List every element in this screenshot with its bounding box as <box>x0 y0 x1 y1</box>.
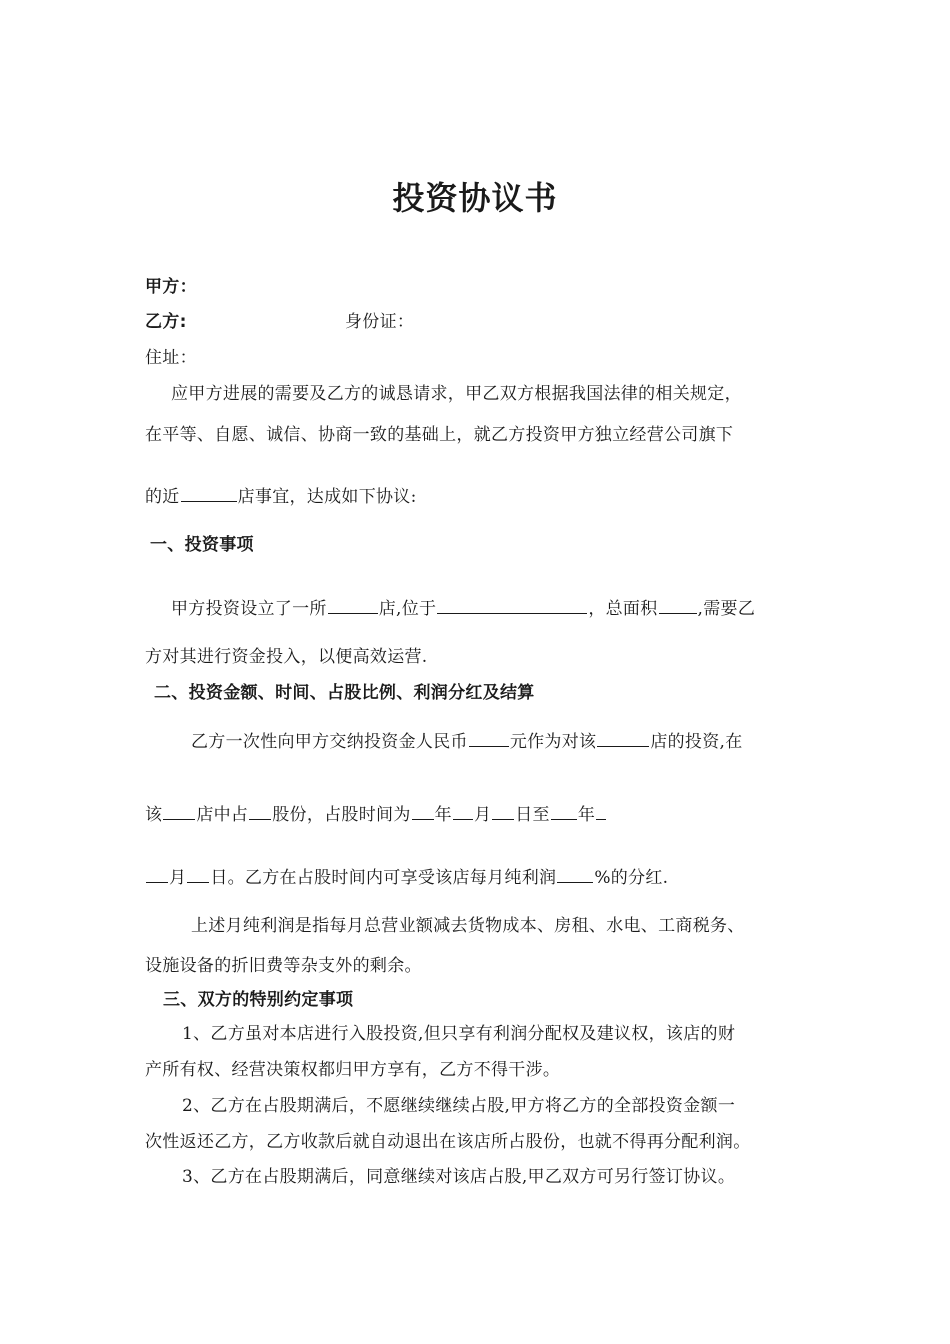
section-2-heading: 二、投资金额、时间、占股比例、利润分红及结算 <box>154 683 535 703</box>
blank-line[interactable] <box>163 802 195 820</box>
blank-line[interactable] <box>551 802 577 820</box>
section-2-para-4: 上述月纯利润是指每月总营业额减去货物成本、房租、水电、工商税务、 <box>191 916 745 936</box>
section-1-para-2: 方对其进行资金投入，以便高效运营. <box>145 647 428 667</box>
intro-line-1: 应甲方进展的需要及乙方的诚恳请求，甲乙双方根据我国法律的相关规定， <box>171 384 742 404</box>
party-a-label: 甲方： <box>145 277 197 297</box>
party-b-label: 乙方: <box>145 312 187 332</box>
section-1-heading: 一、投资事项 <box>150 535 254 555</box>
section-3-item-3: 3、乙方在占股期满后，同意继续对该店占股,甲乙双方可另行签订协议。 <box>182 1167 736 1187</box>
blank-line[interactable] <box>181 484 237 502</box>
section-3-heading: 三、双方的特别约定事项 <box>163 990 354 1010</box>
section-3-item-2b: 次性返还乙方，乙方收款后就自动退出在该店所占股份，也就不得再分配利润。 <box>145 1132 751 1152</box>
blank-line[interactable] <box>187 865 209 883</box>
section-3-item-1b: 产所有权、经营决策权都归甲方享有，乙方不得干涉。 <box>145 1060 561 1080</box>
intro-line-3: 的近 店事宜，达成如下协议: <box>145 484 417 509</box>
blank-line[interactable] <box>249 802 271 820</box>
document-title: 投资协议书 <box>392 179 558 217</box>
section-2-para-5: 设施设备的折旧费等杂支外的剩余。 <box>145 956 422 976</box>
blank-line[interactable] <box>453 802 473 820</box>
section-3-item-2a: 2、乙方在占股期满后，不愿继续继续占股,甲方将乙方的全部投资金额一 <box>182 1096 736 1116</box>
blank-line[interactable] <box>328 596 378 614</box>
section-2-para-1: 乙方一次性向甲方交纳投资金人民币 元作为对该 店的投资,在 <box>191 729 743 754</box>
section-2-para-2: 该 店中占 股份，占股时间为 年 月 日至 年 <box>145 802 607 827</box>
blank-line[interactable] <box>557 865 593 883</box>
blank-line[interactable] <box>146 865 168 883</box>
blank-line[interactable] <box>492 802 514 820</box>
blank-line[interactable] <box>597 729 649 747</box>
section-2-para-3: 月 日。乙方在占股时间内可享受该店每月纯利润 %的分红. <box>145 865 668 890</box>
section-3-item-1a: 1、乙方虽对本店进行入股投资,但只享有利润分配权及建议权，该店的财 <box>182 1024 736 1044</box>
address-label: 住址： <box>145 348 197 368</box>
section-1-para-1: 甲方投资设立了一所 店,位于 ，总面积 ,需要乙 <box>171 596 755 621</box>
blank-line[interactable] <box>437 596 587 614</box>
blank-line[interactable] <box>469 729 509 747</box>
blank-line[interactable] <box>659 596 697 614</box>
id-card-label: 身份证： <box>345 312 415 332</box>
blank-line[interactable] <box>596 802 606 820</box>
blank-line[interactable] <box>412 802 434 820</box>
intro-line-2: 在平等、自愿、诚信、协商一致的基础上，就乙方投资甲方独立经营公司旗下 <box>145 425 734 445</box>
